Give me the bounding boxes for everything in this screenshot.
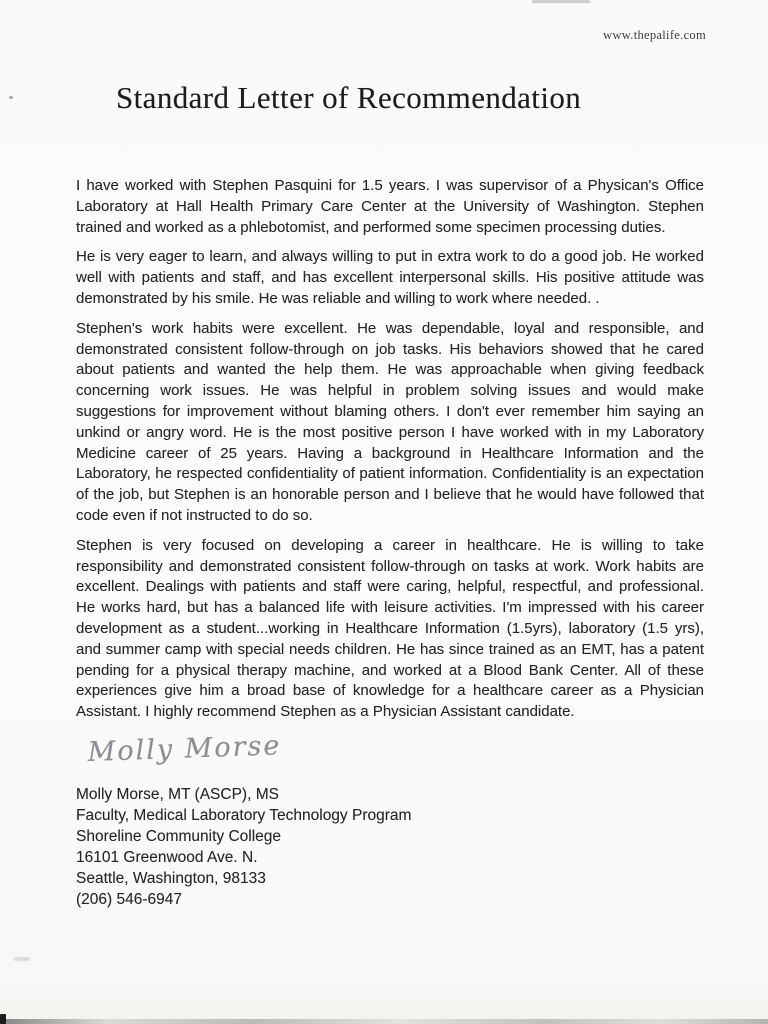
signatory-title: Faculty, Medical Laboratory Technology Program [76, 807, 412, 824]
scan-smudge-artifact [532, 0, 590, 3]
paragraph-introduction: I have worked with Stephen Pasquini for 1.5 years. I was supervisor of a Physican's Office Laboratory at Hall Health Primary Care Center at the University of Washington. Stephen trained and worked as a phlebotomist, and performed some specimen processing duties. [76, 177, 704, 236]
paragraph-work-ethic: He is very eager to learn, and always willing to put in extra work to do a good job. He worked well with patients and staff, and has excellent interpersonal skills. His positive attitude was demonstrated by his smile. He was reliable and willing to work where needed. . [76, 248, 704, 307]
scan-speck-artifact [14, 957, 30, 961]
letter-body [76, 176, 704, 732]
signature-block [76, 730, 412, 910]
letter-title: Standard Letter of Recommendation [116, 80, 582, 115]
signatory-street-address: 16101 Greenwood Ave. N. [76, 849, 258, 866]
signatory-city-state-zip: Seattle, Washington, 98133 [76, 870, 266, 887]
scan-corner-mark-artifact [0, 1014, 6, 1024]
signatory-institution: Shoreline Community College [76, 828, 282, 845]
handwritten-signature: Molly Morse [87, 730, 282, 768]
website-url: www.thepalife.com [603, 28, 706, 42]
paragraph-work-habits: Stephen's work habits were excellent. He was dependable, loyal and responsible, and demonstrated consistent follow-through on job tasks. His behaviors showed that he cared about patients and wanted the help them. He was approachable when giving feedback concerning work issues. He was helpful in problem solving issues and would make suggestions for improvement without blaming others. I don't ever remember him saying an unkind or angry word. He is the most positive person I have worked with in my Laboratory Medicine career of 25 years. Having a background in Healthcare Information and the Laboratory, he respected confidentiality of patient information. Confidentiality is an expectation of the job, but Stephen is an honorable person and I believe that he would have followed that code even if not instructed to do so. [76, 319, 704, 524]
scan-bottom-edge-artifact [0, 1019, 768, 1024]
scan-speck-artifact [9, 96, 13, 99]
signatory-name-credentials: Molly Morse, MT (ASCP), MS [76, 786, 279, 803]
signatory-phone: (206) 546-6947 [76, 891, 182, 908]
paragraph-recommendation: Stephen is very focused on developing a career in healthcare. He is willing to take responsibility and demonstrated consistent follow-through on tasks at work. Work habits are excellent. Dealings with patients and staff were caring, helpful, respectful, and professional. He works hard, but has a balanced life with leisure activities. I'm impressed with his career development as a student...working in Healthcare Information (1.5yrs), laboratory (1.5 yrs), and summer camp with special needs children. He has since trained as an EMT, has a patent pending for a physical therapy machine, and worked at a Blood Bank Center. All of these experiences give him a broad base of knowledge for a healthcare career as a Physician Assistant. I highly recommend Stephen as a Physician Assistant candidate. [76, 536, 704, 721]
